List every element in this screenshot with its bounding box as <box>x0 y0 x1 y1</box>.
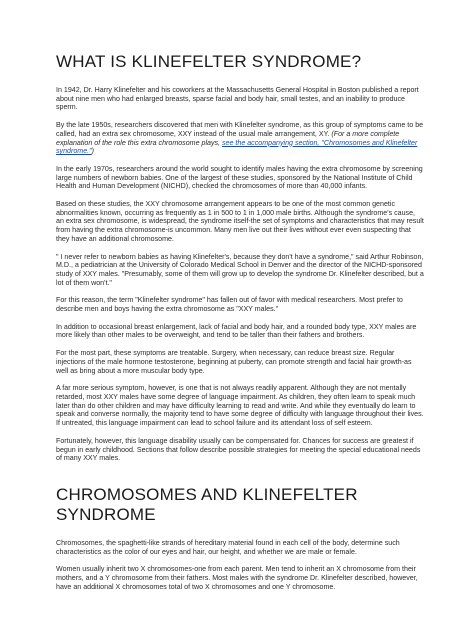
section-heading-chromosomes: CHROMOSOMES AND KLINEFELTER SYNDROME <box>56 484 358 524</box>
paragraph-chromosomes: Chromosomes, the spaghetti-like strands of hereditary material found in each cell of the body, determine such characteristics as the color of our eyes and hair, our height, and whether we are male or female. <box>56 538 400 556</box>
paragraph-symptoms: In addition to occasional breast enlargement, lack of facial and body hair, and a rounded body type, XXY males are more likely than other males to be overweight, and tend to be taller than their fathers and brothers. <box>56 322 417 340</box>
paragraph-treatment: For the most part, these symptoms are treatable. Surgery, when necessary, can reduce breast size. Regular injections of the male hormone testosterone, beginning at puberty, can promote strength and facial hair growth-as well as bring about a more muscular body type. <box>56 349 412 375</box>
paragraph-discovery-text: By the late 1950s, researchers discovered that men with Klinefelter syndrome, as this group of symptoms came to be called, had an extra sex chromosome, XXY instead of the usual male arrangement, XY. <box>56 121 424 138</box>
paragraph-discovery-note: (For a more complete explanation of the role this extra chromosome plays, <box>56 129 400 147</box>
paragraph-history: In 1942, Dr. Harry Klinefelter and his coworkers at the Massachusetts General Hospital in Boston published a report about nine men who had enlarged breasts, sparse facial and body hair, small testes, and an inability to produce sperm. <box>56 86 419 112</box>
paragraph-quote: " I never refer to newborn babies as having Klinefelter's, because they don't have a syndrome," said Arthur Robinson, M.D., a pediatrician at the University of Colorado Medical School in Denver and the director of the NICHD-sponsored study of XXY males. "Presumably, some of them will grow up to develop the syndrome Dr. Klinefelter described, but a lot of them won't." <box>56 252 424 287</box>
paragraph-frequency: Based on these studies, the XXY chromosome arrangement appears to be one of the most common genetic abnormalities known, occurring as frequently as 1 in 500 to 1 in 1,000 male births. Although the syndrome's cause, an extra sex chromosome, is widespread, the syndrome itself-the set of symptoms and characteristics that may result from having the extra chromosome-is uncommon. Many men live out their lives without ever even suspecting that they have an additional chromosome. <box>56 200 424 243</box>
paragraph-compensation: Fortunately, however, this language disability usually can be compensated for. Chances for success are greatest if begun in early childhood. Sections that follow describe possible strategies for meeting the special educational needs of many XXY males. <box>56 436 421 463</box>
paragraph-discovery <box>56 121 424 156</box>
page-title: WHAT IS KLINEFELTER SYNDROME? <box>56 52 362 71</box>
paragraph-terminology: For this reason, the term "Klinefelter syndrome" has fallen out of favor with medical researchers. Most prefer to describe men and boys having the extra chromosome as "XXY males." <box>56 296 403 314</box>
paragraph-inheritance: Women usually inherit two X chromosomes-one from each parent. Men tend to inherit an X chromosome from their mothers, and a Y chromosome from their fathers. Most males with the syndrome Dr. Klinefelter described, however, have an additional X chromosomes total of two X chromosomes and one Y chromosome. <box>56 565 418 591</box>
paragraph-discovery-close: ) <box>91 147 95 156</box>
paragraph-language: A far more serious symptom, however, is one that is not always readily apparent. Although they are not mentally retarded, most XXY males have some degree of language impairment. As children, they often learn to speak much later than do other children and may have difficulty learning to read and write. And while they eventually do learn to speak and converse normally, the majority tend to have some degree of difficulty with language throughout their lives. If untreated, this language impairment can lead to school failure and its attendant loss of self esteem. <box>56 384 424 428</box>
chromosomes-section-link[interactable]: see the accompanying section, "Chromosomes and Klinefelter syndrome." <box>56 138 418 156</box>
paragraph-screening: In the early 1970s, researchers around the world sought to identify males having the extra chromosome by screening large numbers of newborn babies. One of the largest of these studies, sponsored by the National Institute of Child Health and Human Development (NICHD), checked the chromosomes of more than 40,000 infants. <box>56 164 423 191</box>
